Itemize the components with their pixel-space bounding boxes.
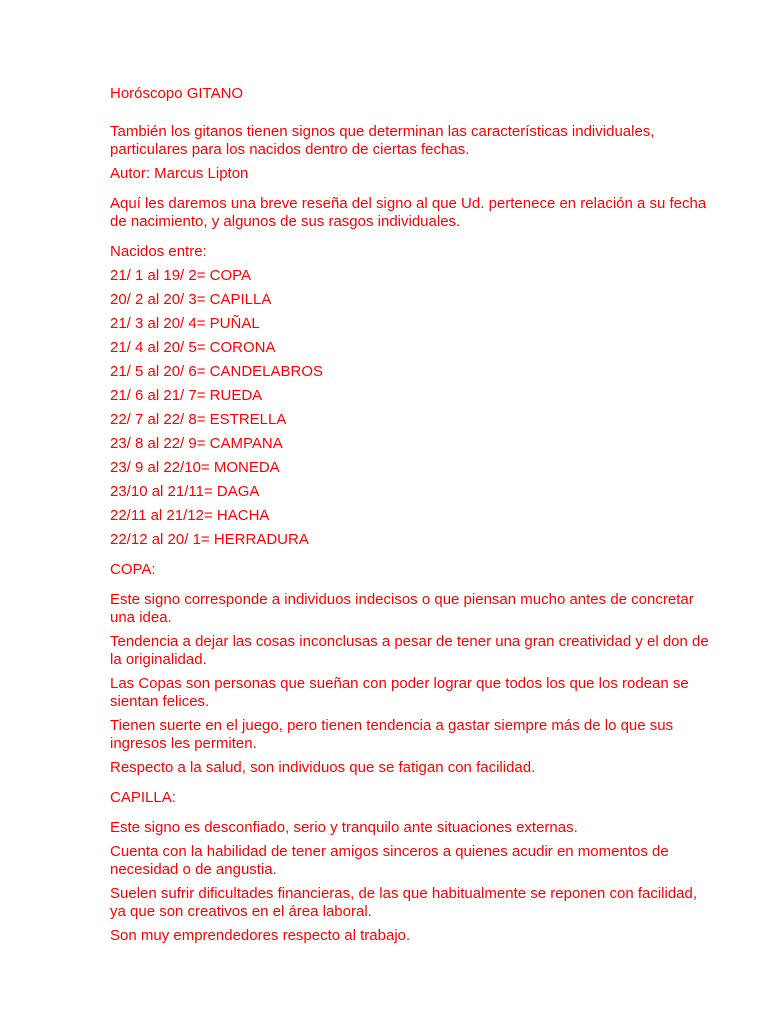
section-capilla [110,789,710,945]
author-line: Autor: Marcus Lipton [110,165,249,182]
sign-date-item: 23/ 9 al 22/10= MONEDA [110,459,280,476]
document-page [110,85,710,957]
sign-date-item: 23/ 8 al 22/ 9= CAMPANA [110,435,283,452]
section-paragraph: Tendencia a dejar las cosas inconclusas a pesar de tener una gran creatividad y el don de la originalidad. [110,633,709,668]
section-paragraph: Tienen suerte en el juego, pero tienen tendencia a gastar siempre más de lo que sus ingresos les permiten. [110,717,674,752]
section-paragraph: Respecto a la salud, son individuos que se fatigan con facilidad. [110,759,536,776]
sign-date-list [110,267,710,549]
sign-date-item: 22/ 7 al 22/ 8= ESTRELLA [110,411,287,428]
description-paragraph: Aquí les daremos una breve reseña del signo al que Ud. pertenece en relación a su fecha de nacimiento, y algunos de sus rasgos individuales. [110,195,707,230]
section-paragraph: Cuenta con la habilidad de tener amigos sinceros a quienes acudir en momentos de necesidad o de angustia. [110,843,669,878]
list-label: Nacidos entre: [110,243,207,260]
sign-date-item: 21/ 1 al 19/ 2= COPA [110,267,252,284]
document-title: Horóscopo GITANO [110,85,244,102]
sign-date-item: 21/ 3 al 20/ 4= PUÑAL [110,315,260,332]
intro-paragraph: También los gitanos tienen signos que determinan las características individuales, particulares para los nacidos dentro de ciertas fechas. [110,123,655,158]
sign-date-item: 22/11 al 21/12= HACHA [110,507,270,524]
sign-date-item: 21/ 5 al 20/ 6= CANDELABROS [110,363,324,380]
section-paragraph: Las Copas son personas que sueñan con poder lograr que todos los que los rodean se sientan felices. [110,675,689,710]
section-heading: CAPILLA: [110,789,176,806]
sign-date-item: 20/ 2 al 20/ 3= CAPILLA [110,291,272,308]
section-heading: COPA: [110,561,156,578]
section-copa [110,561,710,777]
sign-date-item: 21/ 4 al 20/ 5= CORONA [110,339,276,356]
section-paragraph: Suelen sufrir dificultades financieras, de las que habitualmente se reponen con facilidad, ya que son creativos en el área laboral. [110,885,698,920]
section-paragraph: Este signo es desconfiado, serio y tranquilo ante situaciones externas. [110,819,578,836]
section-paragraph: Este signo corresponde a individuos indecisos o que piensan mucho antes de concretar una idea. [110,591,694,626]
sign-date-item: 21/ 6 al 21/ 7= RUEDA [110,387,263,404]
section-paragraph: Son muy emprendedores respecto al trabajo. [110,927,411,944]
sign-date-item: 23/10 al 21/11= DAGA [110,483,260,500]
sign-date-item: 22/12 al 20/ 1= HERRADURA [110,531,309,548]
